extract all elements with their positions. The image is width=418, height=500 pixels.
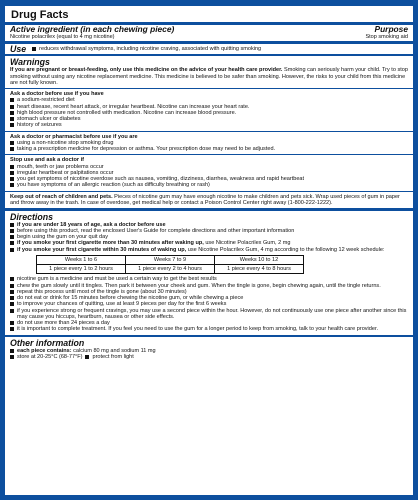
- bullet-icon: [10, 321, 14, 325]
- divider: [5, 191, 413, 192]
- table-row: [37, 255, 304, 264]
- bullet-icon: [10, 147, 14, 151]
- directions-section: [10, 212, 408, 333]
- divider: [5, 131, 413, 132]
- ask-pharmacist-heading: Ask a doctor or pharmacist before use if you are: [10, 133, 138, 140]
- storage-row: [10, 354, 408, 360]
- bullet-icon: [10, 177, 14, 181]
- bullet-icon: [10, 141, 14, 145]
- bullet-icon: [10, 290, 14, 294]
- drug-facts-panel: [5, 6, 413, 495]
- list-item: if you smoke your first cigarette within 30 minutes of waking up, use Nicotine Polacrilex Gum, 4 mg according to the following 12 week schedule:: [10, 247, 408, 253]
- list-item: heart disease, recent heart attack, or irregular heartbeat. Nicotine can increase your heart rate.: [10, 104, 408, 110]
- table-header-cell: Weeks 10 to 12: [215, 255, 304, 264]
- bullet-icon: [10, 349, 14, 353]
- list-item: repeat this process until most of the tingle is gone (about 30 minutes): [10, 289, 408, 295]
- divider: [5, 208, 413, 211]
- active-ingredient-text: Nicotine polacrilex (equal to 4 mg nicotine): [10, 34, 115, 40]
- list-item: using a non-nicotine stop smoking drug: [10, 140, 408, 146]
- pregnancy-warning: If you are pregnant or breast-feeding, only use this medicine on the advice of your health care provider. Smoking can seriously harm your child. Try to stop smoking without using any nicotine replacement medicine. This medicine is believed to be safer than smoking. However, the risks to your child from this medicine are not fully known.: [10, 67, 408, 86]
- list-item: history of seizures: [10, 122, 408, 128]
- table-header-cell: Weeks 7 to 9: [126, 255, 215, 264]
- warnings-heading: Warnings: [10, 57, 50, 68]
- list-item: do not use more than 24 pieces a day: [10, 320, 408, 326]
- list-item: before using this product, read the enclosed User's Guide for complete directions and other important information: [10, 228, 408, 234]
- ask-pharmacist-list: [10, 140, 408, 153]
- dosing-schedule-table: [36, 255, 304, 275]
- bullet-icon: [10, 171, 14, 175]
- keep-out-of-reach-warning: Keep out of reach of children and pets. Pieces of nicotine gum may have enough nicotine to make children and pets sick. Wrap used pieces of gum in paper and throw away in the trash. In case of overdose, get medical help or contact a Poison Control Center right away (1-800-222-1222).: [10, 193, 400, 206]
- bullet-icon: [10, 229, 14, 233]
- bullet-icon: [85, 355, 89, 359]
- other-information-section: [10, 338, 408, 361]
- divider: [5, 88, 413, 89]
- bullet-icon: [10, 277, 14, 281]
- list-item: if you smoke your first cigarette more than 30 minutes after waking up, use Nicotine Polacrilex Gum, 2 mg: [10, 240, 408, 246]
- list-item: do not eat or drink for 15 minutes before chewing the nicotine gum, or while chewing a piece: [10, 295, 408, 301]
- list-item: mouth, teeth or jaw problems occur: [10, 164, 408, 170]
- list-item: if you are under 18 years of age, ask a doctor before use: [10, 222, 408, 228]
- ask-doctor-list: [10, 97, 408, 128]
- list-item: nicotine gum is a medicine and must be used a certain way to get the best results: [10, 276, 408, 282]
- bullet-icon: [10, 302, 14, 306]
- list-item: store at 20-25°C (68-77°F): [10, 354, 82, 360]
- list-item: high blood pressure not controlled with medication. Nicotine can increase blood pressure.: [10, 110, 408, 116]
- purpose-text: Stop smoking aid: [365, 34, 408, 40]
- table-header-cell: Weeks 1 to 6: [37, 255, 126, 264]
- list-item: begin using the gum on your quit day: [10, 234, 408, 240]
- list-item: a sodium-restricted diet: [10, 97, 408, 103]
- bullet-icon: [10, 165, 14, 169]
- bullet-icon: [10, 123, 14, 127]
- bullet-icon: [10, 248, 14, 252]
- directions-heading: Directions: [10, 211, 54, 222]
- drug-facts-title: Drug Facts: [11, 9, 69, 21]
- use-heading: Use: [10, 43, 27, 54]
- bullet-icon: [10, 98, 14, 102]
- active-ingredient-row: [10, 34, 408, 40]
- table-cell: 1 piece every 2 to 4 hours: [126, 265, 215, 274]
- table-cell: 1 piece every 1 to 2 hours: [37, 265, 126, 274]
- active-ingredient-heading: Active ingredient (in each chewing piece): [10, 23, 175, 34]
- list-item: taking a prescription medicine for depression or asthma. Your prescription dose may need to be adjusted.: [10, 146, 408, 152]
- ask-doctor-heading: Ask a doctor before use if you have: [10, 91, 104, 97]
- bullet-icon: [10, 111, 14, 115]
- bullet-icon: [10, 309, 14, 313]
- list-item: you get symptoms of nicotine overdose such as nausea, vomiting, dizziness, diarrhea, weakness and rapid heartbeat: [10, 176, 408, 182]
- other-information-heading: Other information: [10, 338, 85, 348]
- use-item: reduces withdrawal symptoms, including nicotine craving, associated with quitting smoking: [32, 46, 261, 52]
- list-item: chew the gum slowly until it tingles. Then park it between your cheek and gum. When the tingle is gone, begin chewing again, until the tingle returns.: [10, 283, 408, 289]
- bullet-icon: [10, 117, 14, 121]
- use-section: [10, 44, 408, 54]
- bullet-icon: [10, 355, 14, 359]
- list-item: each piece contains: calcium 80 mg and sodium 11 mg: [10, 348, 408, 354]
- stop-use-heading: Stop use and ask a doctor if: [10, 157, 84, 164]
- table-row: [37, 265, 304, 274]
- bullet-icon: [10, 241, 14, 245]
- list-item: stomach ulcer or diabetes: [10, 116, 408, 122]
- bullet-icon: [10, 296, 14, 300]
- list-item: to improve your chances of quitting, use at least 9 pieces per day for the first 6 weeks: [10, 301, 408, 307]
- list-item: if you experience strong or frequent cravings, you may use a second piece within the hour. However, do not continuously use one piece after another since this may cause you hiccups, heartburn, nausea or other side effects.: [10, 308, 408, 321]
- divider: [5, 335, 413, 338]
- bullet-icon: [32, 47, 36, 51]
- bullet-icon: [10, 183, 14, 187]
- divider: [5, 154, 413, 155]
- list-item: it is important to complete treatment. If you feel you need to use the gum for a longer period to keep from smoking, talk to your health care provider.: [10, 326, 408, 332]
- list-item: you have symptoms of an allergic reaction (such as difficulty breathing or rash): [10, 182, 408, 188]
- bullet-icon: [10, 284, 14, 288]
- stop-use-list: [10, 164, 408, 189]
- bullet-icon: [10, 105, 14, 109]
- bullet-icon: [10, 235, 14, 239]
- active-ingredient-header: [10, 25, 408, 35]
- list-item: protect from light: [85, 354, 133, 360]
- purpose-heading: Purpose: [374, 23, 408, 34]
- bullet-icon: [10, 223, 14, 227]
- divider: [5, 54, 413, 57]
- list-item: irregular heartbeat or palpitations occur: [10, 170, 408, 176]
- table-cell: 1 piece every 4 to 8 hours: [215, 265, 304, 274]
- warnings-section: [10, 57, 408, 206]
- bullet-icon: [10, 327, 14, 331]
